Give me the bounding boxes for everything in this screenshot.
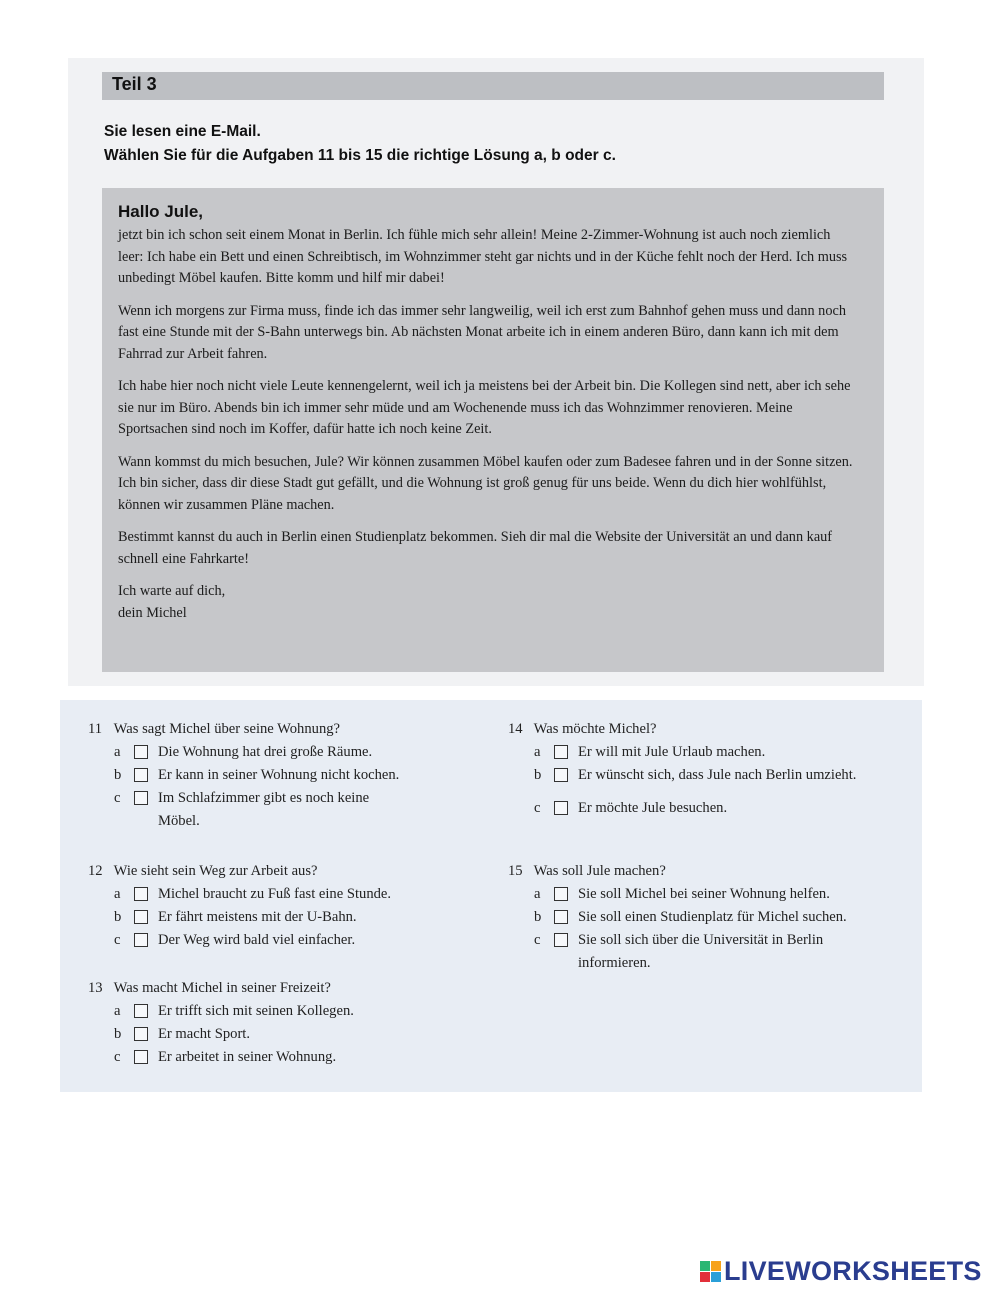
- question-text: Was möchte Michel?: [533, 721, 657, 737]
- logo-square: [711, 1261, 721, 1271]
- email-paragraph: Wann kommst du mich besuchen, Jule? Wir können zusammen Möbel kaufen oder zum Badesee fahren und in der Sonne sitzen. Ich bin sicher, dass dir diese Stadt gut gefällt, und die Wohnung ist groß genug für uns beide. Wenn du dich hier wohlfühlst, können wir zusammen Pläne machen.: [118, 453, 853, 513]
- checkbox[interactable]: [134, 933, 148, 947]
- question-text: Was sagt Michel über seine Wohnung?: [113, 721, 341, 737]
- option-text: Der Weg wird bald viel einfacher.: [158, 932, 356, 948]
- option-text: Er kann in seiner Wohnung nicht kochen.: [158, 767, 400, 783]
- logo-mark-icon: [700, 1261, 721, 1282]
- option-text: Im Schlafzimmer gibt es noch keine Möbel.: [158, 790, 370, 829]
- logo-square: [700, 1272, 710, 1282]
- option-text: Er macht Sport.: [158, 1026, 251, 1042]
- option-letter: b: [114, 1026, 122, 1042]
- option-letter: a: [114, 886, 121, 902]
- answer-option[interactable]: [534, 929, 884, 975]
- answer-option[interactable]: [534, 883, 894, 906]
- liveworksheets-logo[interactable]: [700, 1256, 982, 1287]
- option-letter: c: [534, 932, 541, 948]
- checkbox[interactable]: [134, 791, 148, 805]
- question-number: 13: [88, 980, 103, 996]
- option-letter: a: [114, 744, 121, 760]
- option-text: Die Wohnung hat drei große Räume.: [158, 744, 373, 760]
- section-header-bar: [102, 72, 884, 100]
- answer-option[interactable]: [114, 764, 488, 787]
- question-12: [88, 860, 488, 952]
- checkbox[interactable]: [554, 745, 568, 759]
- logo-square: [700, 1261, 710, 1271]
- answer-option[interactable]: [114, 1000, 488, 1023]
- answer-option[interactable]: [114, 1023, 488, 1046]
- option-letter: b: [534, 909, 542, 925]
- email-text: [118, 201, 858, 624]
- instruction-line-2: Wählen Sie für die Aufgaben 11 bis 15 die richtige Lösung a, b oder c.: [104, 147, 616, 164]
- option-letter: b: [114, 909, 122, 925]
- option-letter: c: [114, 790, 121, 806]
- option-text: Er arbeitet in seiner Wohnung.: [158, 1049, 337, 1065]
- logo-text: LIVEWORKSHEETS: [724, 1256, 982, 1286]
- checkbox[interactable]: [554, 933, 568, 947]
- answer-option[interactable]: [534, 797, 893, 820]
- question-14: [508, 718, 893, 820]
- answer-option[interactable]: [114, 906, 488, 929]
- checkbox[interactable]: [134, 1004, 148, 1018]
- checkbox[interactable]: [134, 1050, 148, 1064]
- question-text: Wie sieht sein Weg zur Arbeit aus?: [113, 863, 318, 879]
- option-text: Er wünscht sich, dass Jule nach Berlin umzieht.: [578, 767, 857, 783]
- question-11: [88, 718, 488, 833]
- checkbox[interactable]: [554, 768, 568, 782]
- section-title: Teil 3: [112, 74, 157, 94]
- instruction-line-1: Sie lesen eine E-Mail.: [104, 123, 261, 140]
- question-number: 12: [88, 863, 103, 879]
- option-text: Sie soll einen Studienplatz für Michel suchen.: [578, 909, 847, 925]
- checkbox[interactable]: [134, 887, 148, 901]
- option-letter: a: [534, 744, 541, 760]
- answer-option[interactable]: [534, 906, 874, 929]
- option-text: Er will mit Jule Urlaub machen.: [578, 744, 766, 760]
- checkbox[interactable]: [554, 887, 568, 901]
- question-number: 11: [88, 721, 103, 737]
- question-text: Was macht Michel in seiner Freizeit?: [113, 980, 331, 996]
- checkbox[interactable]: [554, 910, 568, 924]
- question-15: [508, 860, 893, 975]
- checkbox[interactable]: [134, 1027, 148, 1041]
- email-paragraph: Wenn ich morgens zur Firma muss, finde ich das immer sehr langweilig, weil ich erst zum Bahnhof gehen muss und dann noch fast eine Stunde mit der S-Bahn unterwegs bin. Ab nächsten Monat arbeite ich in einem anderen Büro, dann kann ich mit dem Fahrrad zur Arbeit fahren.: [118, 302, 846, 362]
- checkbox[interactable]: [134, 768, 148, 782]
- answer-option[interactable]: [534, 764, 864, 787]
- checkbox[interactable]: [554, 801, 568, 815]
- option-letter: a: [534, 886, 541, 902]
- option-letter: b: [534, 767, 542, 783]
- answer-option[interactable]: [114, 883, 488, 906]
- checkbox[interactable]: [134, 745, 148, 759]
- option-text: Sie soll sich über die Universität in Berlin informieren.: [578, 932, 824, 971]
- option-text: Er möchte Jule besuchen.: [578, 800, 728, 816]
- checkbox[interactable]: [134, 910, 148, 924]
- email-closing: Ich warte auf dich,: [118, 583, 226, 599]
- option-letter: c: [534, 800, 541, 816]
- question-13: [88, 977, 488, 1069]
- answer-option[interactable]: [114, 787, 404, 833]
- email-signature: dein Michel: [118, 604, 187, 621]
- option-text: Er fährt meistens mit der U-Bahn.: [158, 909, 357, 925]
- option-letter: a: [114, 1003, 121, 1019]
- answer-option[interactable]: [114, 1046, 488, 1069]
- email-greeting: Hallo Jule,: [118, 202, 204, 221]
- option-letter: c: [114, 932, 121, 948]
- answer-option[interactable]: [114, 741, 488, 764]
- email-paragraph: Bestimmt kannst du auch in Berlin einen Studienplatz bekommen. Sieh dir mal die Website der Universität an und dann kauf schnell eine Fahrkarte!: [118, 529, 833, 567]
- email-paragraph: Ich habe hier noch nicht viele Leute kennengelernt, weil ich ja meistens bei der Arbeit bin. Die Kollegen sind nett, aber ich sehe sie nur im Büro. Abends bin ich immer sehr müde und am Wochenende muss ich das Wohnzimmer renovieren. Meine Sportsachen sind noch im Koffer, dafür hatte ich noch keine Zeit.: [118, 378, 851, 437]
- option-text: Sie soll Michel bei seiner Wohnung helfen.: [578, 886, 830, 902]
- question-number: 14: [508, 721, 523, 737]
- option-text: Michel braucht zu Fuß fast eine Stunde.: [158, 886, 392, 902]
- option-text: Er trifft sich mit seinen Kollegen.: [158, 1003, 354, 1019]
- logo-square: [711, 1272, 721, 1282]
- question-number: 15: [508, 863, 523, 879]
- answer-option[interactable]: [534, 741, 893, 764]
- option-letter: b: [114, 767, 122, 783]
- answer-option[interactable]: [114, 929, 488, 952]
- email-paragraph: jetzt bin ich schon seit einem Monat in Berlin. Ich fühle mich sehr allein! Meine 2-Zimmer-Wohnung ist auch noch ziemlich leer: Ich habe ein Bett und einen Schreibtisch, im Wohnzimmer steht gar nichts und in der Küche fehlt noch der Herd. Ich muss unbedingt Möbel kaufen. Bitte komm und hilf mir dabei!: [118, 227, 848, 286]
- question-text: Was soll Jule machen?: [533, 863, 666, 879]
- option-letter: c: [114, 1049, 121, 1065]
